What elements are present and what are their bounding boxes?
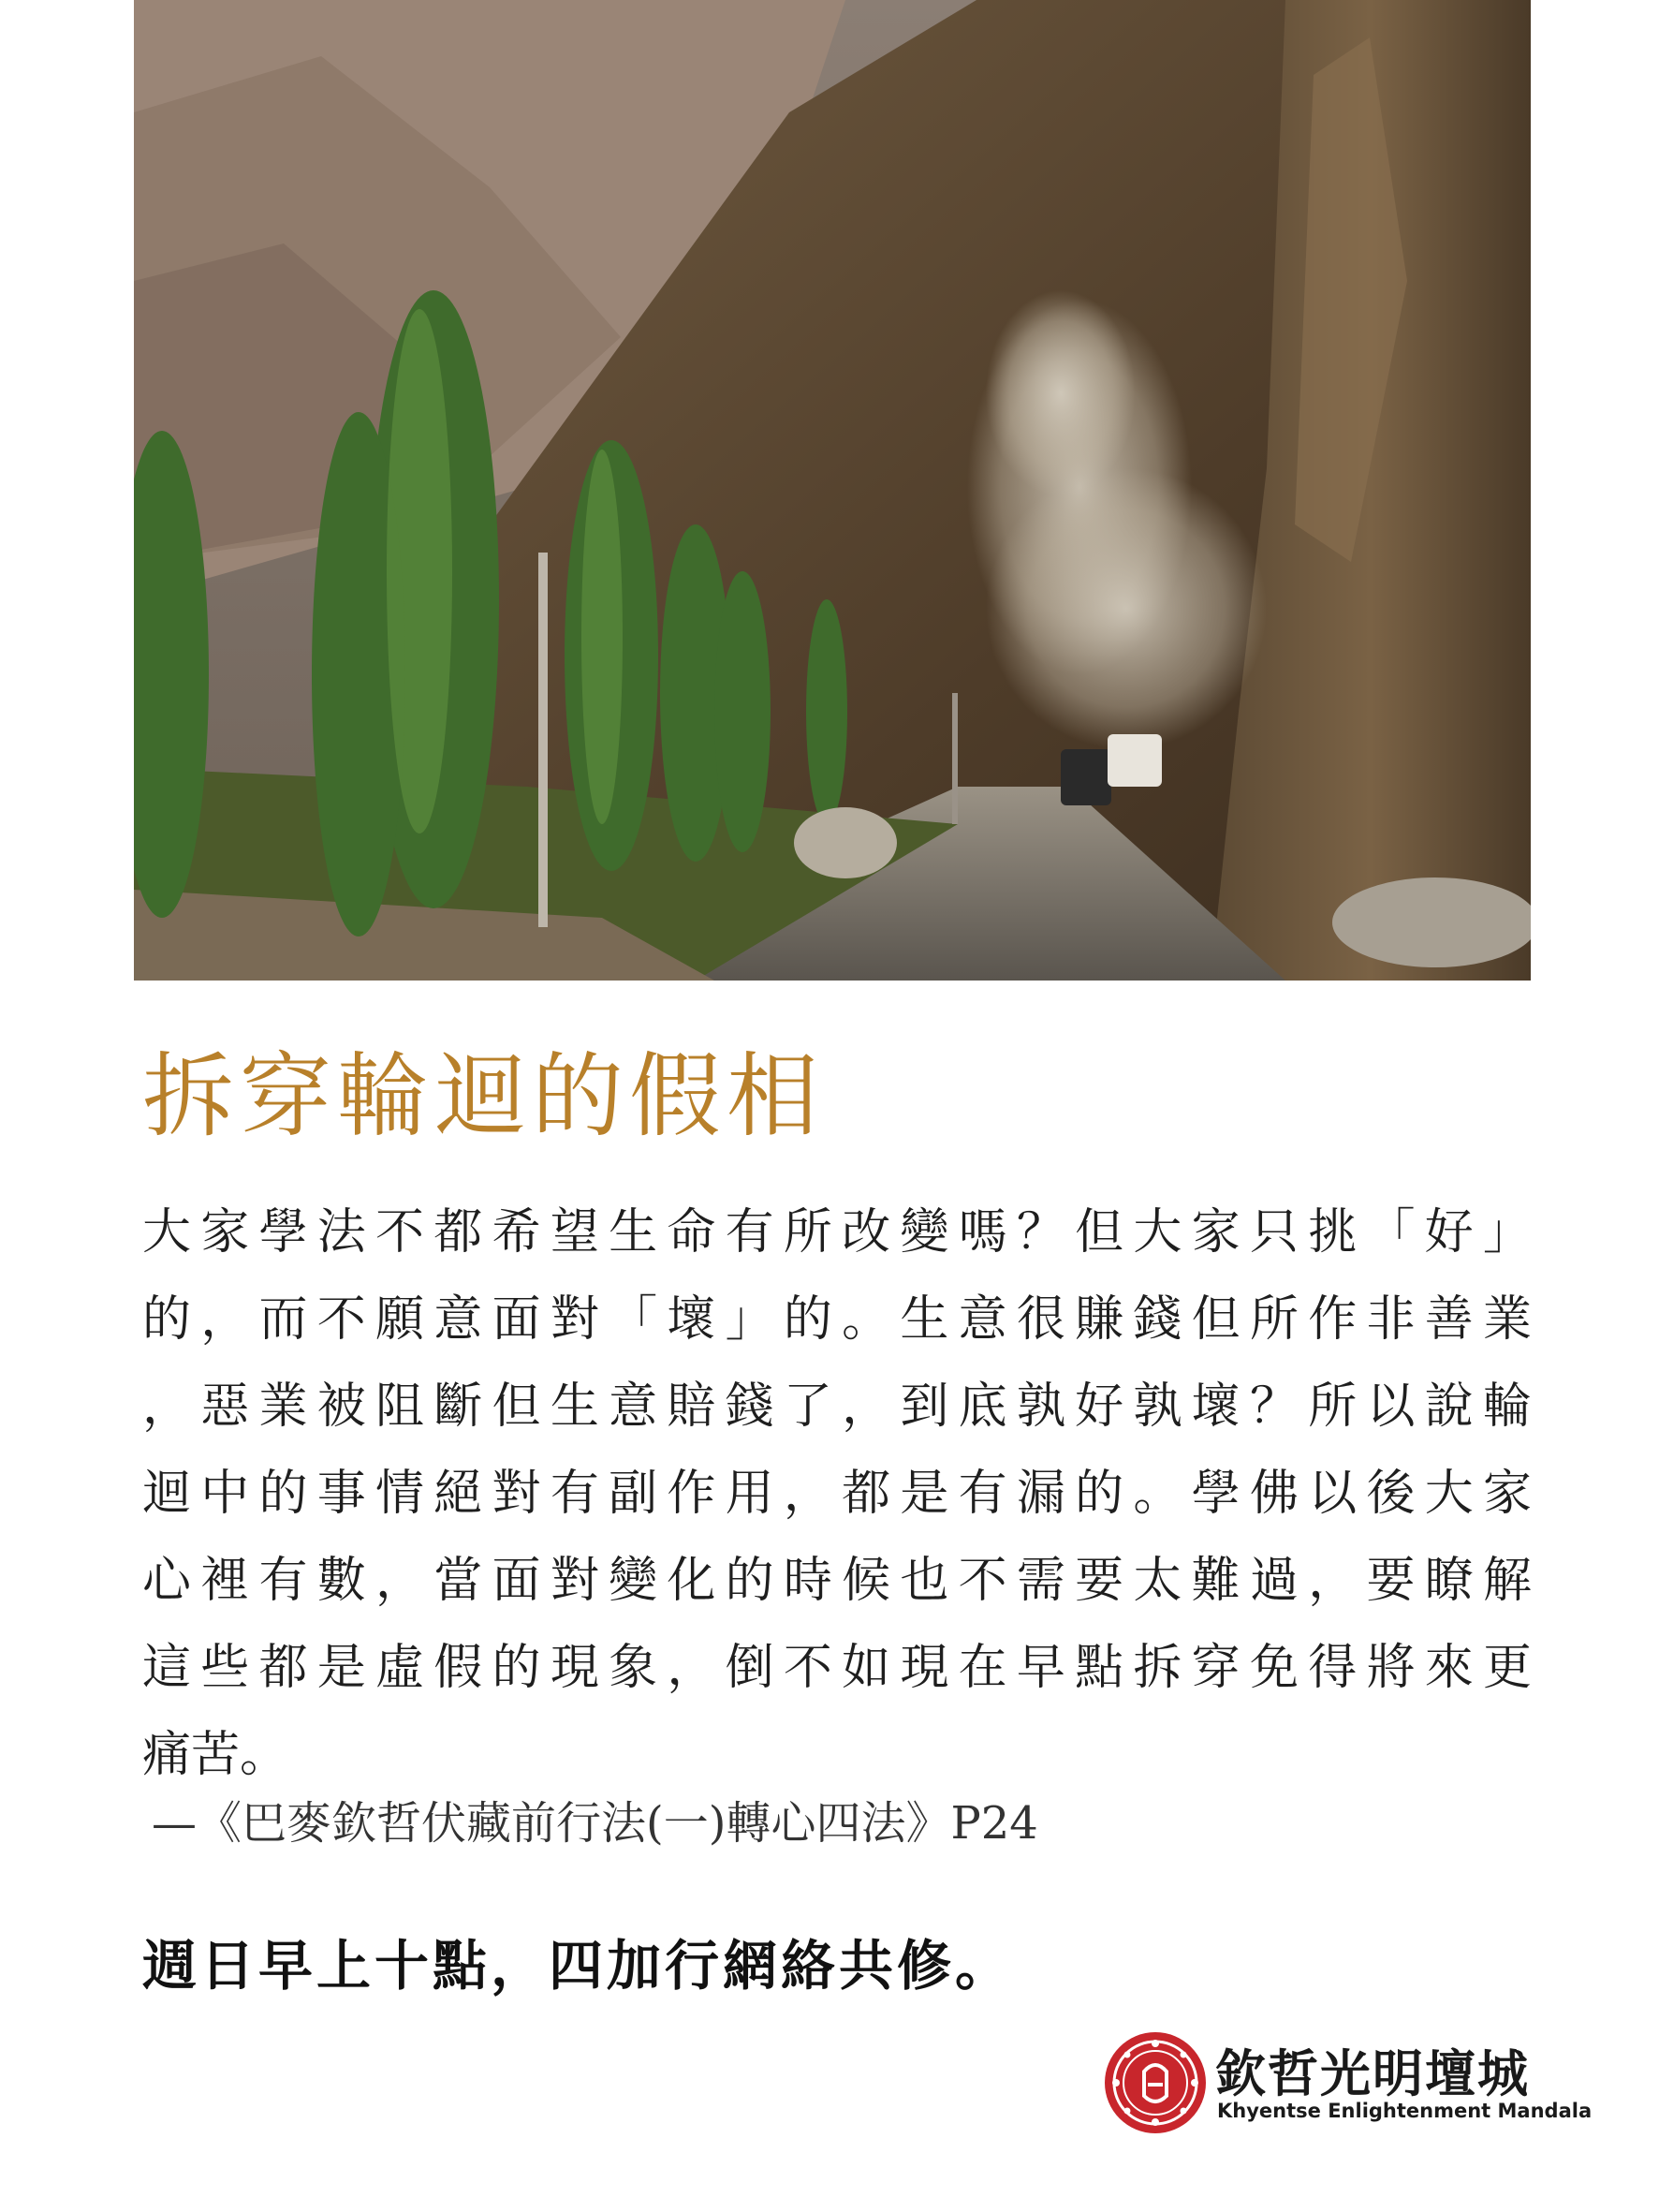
body-line: 迴中的事情絕對有副作用，都是有漏的。學佛以後大家 — [142, 1466, 1532, 1522]
body-line: 大家學法不都希望生命有所改變嗎？但大家只挑「好」 — [142, 1204, 1532, 1261]
hero-photo — [134, 0, 1531, 981]
body-line: ，惡業被阻斷但生意賠錢了，到底孰好孰壞？所以說輪 — [142, 1379, 1532, 1435]
mountain-road-photo — [134, 0, 1531, 981]
article-body — [142, 1189, 1532, 1799]
event-notice: 週日早上十點，四加行網絡共修。 — [142, 1934, 1014, 1998]
body-line: 的，而不願意面對「壞」的。生意很賺錢但所作非善業 — [142, 1291, 1532, 1348]
brand-name-english: Khyentse Enlightenment Mandala — [1217, 2100, 1593, 2122]
article-title: 拆穿輪迴的假相 — [142, 1043, 825, 1150]
mandala-seal-icon — [1103, 2030, 1208, 2135]
body-line: 心裡有數，當面對變化的時候也不需要太難過，要瞭解 — [142, 1553, 1532, 1609]
body-line: 這些都是虛假的現象，倒不如現在早點拆穿免得將來更 — [142, 1640, 1532, 1696]
body-line: 痛苦。 — [142, 1727, 289, 1783]
source-citation: —《巴麥欽哲伏藏前行法(一)轉心四法》P24 — [152, 1797, 1038, 1850]
brand-logo — [1103, 2027, 1593, 2139]
brand-name-chinese: 欽哲光明壇城 — [1215, 2044, 1530, 2103]
